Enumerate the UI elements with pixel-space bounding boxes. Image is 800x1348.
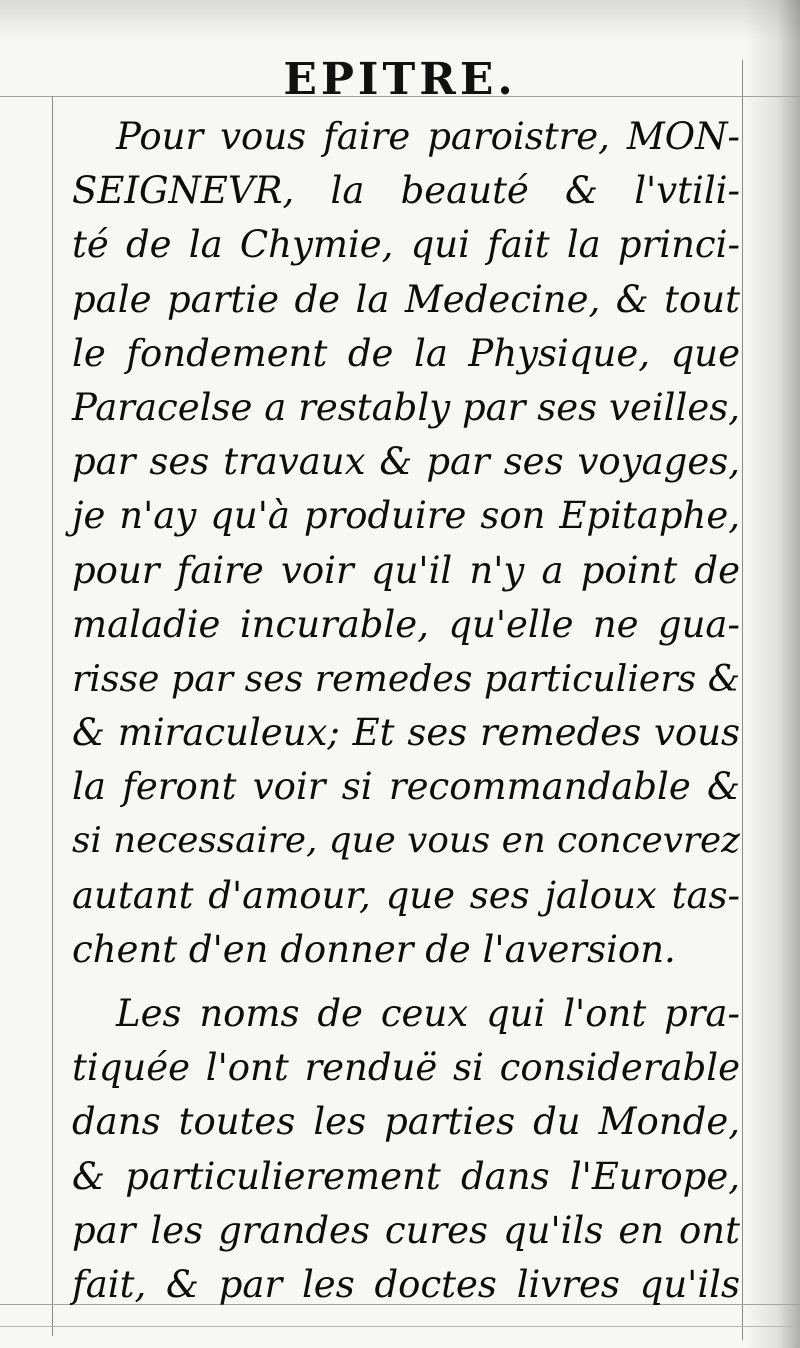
text-line: autant d'amour, que ses jaloux tas- <box>72 873 740 917</box>
running-head: EPITRE. <box>283 54 517 105</box>
text-line: par les grandes cures qu'ils en ont <box>72 1208 740 1252</box>
paragraph-1 <box>72 110 740 977</box>
text-line: risse par ses remedes particuliers & <box>72 656 740 700</box>
text-line: Paracelse a restably par ses veilles, <box>72 385 740 429</box>
text-line: pale partie de la Medecine, & tout <box>72 277 740 321</box>
text-line: Les noms de ceux qui l'ont pra- <box>116 992 740 1035</box>
paragraph-gap <box>72 977 740 987</box>
text-line: SEIGNEVR, la beauté & l'vtili- <box>72 169 740 213</box>
frame-rule-right <box>742 60 743 1340</box>
text-line: fait, & par les doctes livres qu'ils <box>72 1262 740 1306</box>
text-line: Pour vous faire paroistre, MON- <box>116 115 740 158</box>
page-top-shading <box>0 0 800 40</box>
frame-rule-left <box>52 96 53 1336</box>
text-line: pour faire voir qu'il n'y a point de <box>72 548 740 592</box>
text-line: maladie incurable, qu'elle ne gua- <box>72 602 740 646</box>
text-line: & miraculeux; Et ses remedes vous <box>72 711 740 755</box>
text-line: par ses travaux & par ses voyages, <box>72 440 740 484</box>
text-line: le fondement de la Physique, que <box>72 331 740 375</box>
text-line: tiquée l'ont renduë si considerable <box>72 1046 740 1090</box>
text-line: té de la Chymie, qui fait la princi- <box>72 223 740 267</box>
body-text <box>72 110 740 1312</box>
text-line: dans toutes les parties du Monde, <box>72 1100 740 1144</box>
text-line: je n'ay qu'à produire son Epitaphe, <box>72 494 740 538</box>
text-line: chent d'en donner de l'aversion. <box>72 927 676 971</box>
text-line: & particulierement dans l'Europe, <box>72 1154 740 1198</box>
paragraph-2 <box>72 987 740 1312</box>
text-line: la feront voir si recommandable & <box>72 765 740 809</box>
page-gutter-shadow <box>744 0 800 1348</box>
text-line: si necessaire, que vous en concevrez <box>72 820 740 862</box>
frame-rule-bottom-outer <box>0 1326 800 1327</box>
